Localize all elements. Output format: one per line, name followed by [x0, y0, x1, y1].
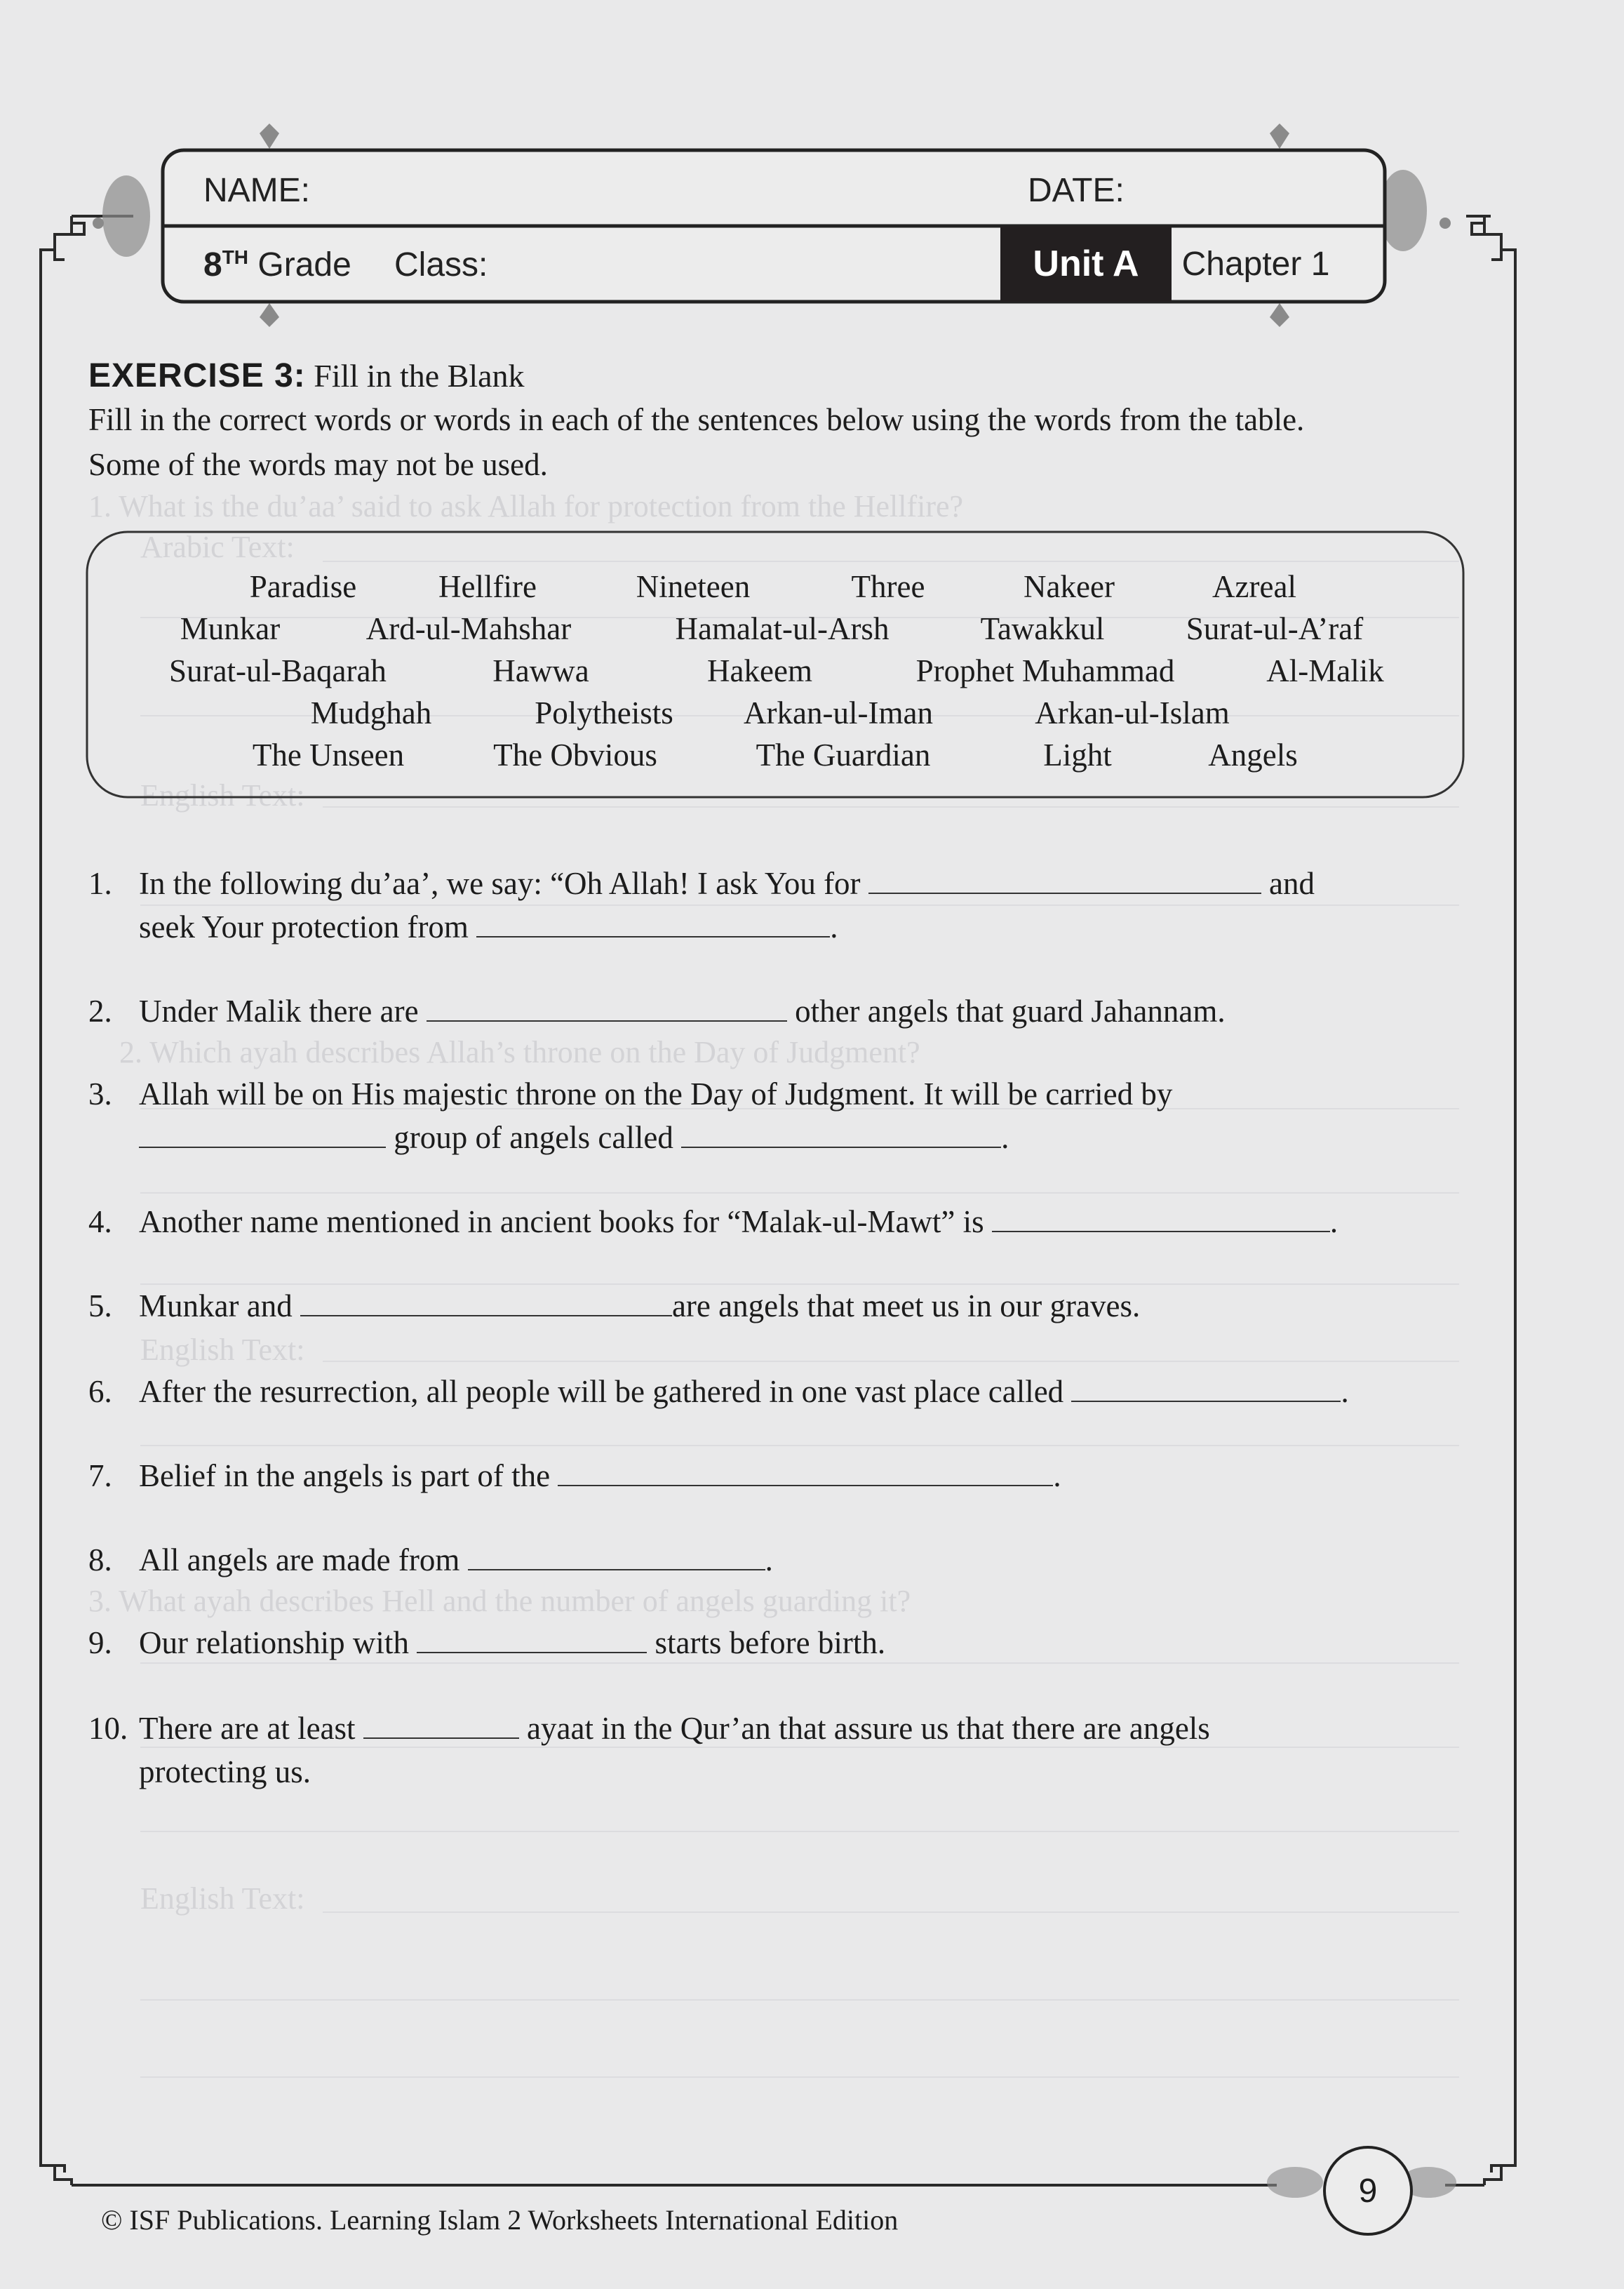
answer-blank[interactable] [363, 1707, 519, 1739]
word-bank-item: Polytheists [535, 695, 673, 730]
exercise-subtitle: Fill in the Blank [314, 358, 525, 394]
name-label: NAME: [203, 172, 311, 209]
answer-blank[interactable] [681, 1116, 1001, 1148]
question-text: ayaat in the Qur’an that assure us that there are angels [527, 1711, 1210, 1746]
question-text: Munkar and [139, 1288, 293, 1323]
grade-suffix: TH [222, 246, 249, 268]
answer-blank[interactable] [427, 989, 787, 1022]
question-9 [88, 1621, 1491, 1664]
word-bank-item: Ard-ul-Mahshar [365, 611, 572, 646]
exercise-heading [88, 356, 525, 395]
question-text: are angels that meet us in our graves. [671, 1288, 1141, 1323]
question-8 [88, 1538, 1491, 1582]
question-number: 3. [88, 1076, 112, 1112]
answer-blank[interactable] [558, 1454, 1053, 1486]
instructions [88, 397, 1491, 487]
show-through-text: English Text: [140, 1881, 305, 1916]
question-text: seek Your protection from [139, 909, 469, 945]
question-text: Our relationship with [139, 1625, 409, 1660]
show-through-text: 2. Which ayah describes Allah’s throne on the Day of Judgment? [119, 1035, 920, 1069]
word-bank-item: Paradise [249, 569, 357, 604]
question-number: 6. [88, 1374, 112, 1409]
question-text: Allah will be on His majestic throne on the Day of Judgment. It will be carried by [139, 1076, 1173, 1112]
question-number: 1. [88, 866, 112, 901]
word-bank-item: Tawakkul [980, 611, 1105, 646]
answer-blank[interactable] [300, 1284, 672, 1316]
grade-label [203, 246, 351, 284]
grade-text: Grade [257, 246, 351, 283]
question-text: . [1341, 1374, 1349, 1409]
question-number: 7. [88, 1458, 112, 1493]
answer-blank[interactable] [468, 1538, 765, 1570]
question-1 [88, 862, 1491, 949]
instructions-line: Some of the words may not be used. [88, 447, 548, 482]
question-text: Another name mentioned in ancient books for “Malak-ul-Mawt” is [139, 1204, 984, 1239]
show-through-text: English Text: [140, 1333, 305, 1367]
word-bank-item: Surat-ul-A’raf [1186, 611, 1364, 646]
word-bank-item: Arkan-ul-Islam [1035, 695, 1230, 730]
question-text: group of angels called [394, 1120, 673, 1155]
question-number: 2. [88, 994, 112, 1029]
unit-badge: Unit A [1000, 226, 1172, 302]
copyright-footer: © ISF Publications. Learning Islam 2 Worksheets International Edition [101, 2204, 899, 2236]
word-bank-item: The Obvious [493, 738, 657, 773]
question-7 [88, 1454, 1491, 1497]
word-bank-item: Munkar [180, 611, 281, 646]
answer-blank[interactable] [417, 1621, 647, 1653]
date-label: DATE: [1028, 172, 1125, 209]
show-through-text: English Text: [140, 778, 305, 813]
word-bank-item: Nakeer [1024, 569, 1115, 604]
question-6 [88, 1370, 1491, 1413]
word-bank-item: Arkan-ul-Iman [744, 695, 933, 730]
answer-blank[interactable] [992, 1200, 1330, 1232]
word-bank-item: Hawwa [492, 653, 589, 688]
question-10 [88, 1707, 1491, 1794]
word-bank-item: Light [1043, 738, 1112, 773]
show-through-text: Arabic Text: [140, 530, 295, 564]
show-through-text: 3. What ayah describes Hell and the number of angels guarding it? [88, 1584, 911, 1618]
question-text: All angels are made from [139, 1542, 460, 1577]
word-bank-item: Nineteen [636, 569, 751, 604]
question-text: Belief in the angels is part of the [139, 1458, 551, 1493]
page-number: 9 [1323, 2146, 1413, 2236]
chapter-label: Chapter 1 [1181, 245, 1330, 283]
word-bank-item: Hamalat-ul-Arsh [675, 611, 890, 646]
exercise-title: EXERCISE 3: [88, 357, 306, 394]
answer-blank[interactable] [1071, 1370, 1341, 1402]
answer-blank[interactable] [139, 1116, 386, 1148]
question-text: . [1001, 1120, 1009, 1155]
word-bank-item: The Guardian [756, 738, 931, 773]
answer-blank[interactable] [868, 862, 1261, 894]
question-text: . [1329, 1204, 1338, 1239]
question-number: 5. [88, 1288, 112, 1323]
answer-blank[interactable] [476, 905, 830, 937]
question-5 [88, 1284, 1491, 1328]
question-4 [88, 1200, 1491, 1243]
instructions-line: Fill in the correct words or words in each of the sentences below using the words from the table. [88, 402, 1305, 437]
question-text: and [1269, 866, 1315, 901]
word-bank-item: Three [851, 569, 925, 604]
grade-number: 8 [203, 246, 222, 283]
question-3 [88, 1072, 1491, 1159]
word-bank-item: Al-Malik [1266, 653, 1384, 688]
question-text: protecting us. [139, 1754, 311, 1789]
word-bank-item: The Unseen [252, 738, 405, 773]
word-bank-item: Angels [1208, 738, 1298, 773]
word-bank-item: Azreal [1212, 569, 1296, 604]
question-text: . [765, 1542, 773, 1577]
question-text: . [1053, 1458, 1061, 1493]
question-text: starts before birth. [655, 1625, 886, 1660]
word-bank-item: Mudghah [310, 695, 432, 730]
question-text: In the following du’aa’, we say: “Oh Allah! I ask You for [139, 866, 861, 901]
question-number: 4. [88, 1204, 112, 1239]
word-bank-item: Surat-ul-Baqarah [169, 653, 387, 688]
word-bank-item: Hellfire [438, 569, 537, 604]
question-text: There are at least [139, 1711, 356, 1746]
question-text: other angels that guard Jahannam. [795, 994, 1226, 1029]
question-text: . [830, 909, 838, 945]
word-bank-item: Hakeem [707, 653, 812, 688]
show-through-text: 1. What is the du’aa’ said to ask Allah for protection from the Hellfire? [88, 489, 964, 523]
question-2 [88, 989, 1491, 1033]
word-bank-item: Prophet Muhammad [915, 653, 1175, 688]
class-label: Class: [394, 246, 488, 283]
question-number: 8. [88, 1542, 112, 1577]
question-number: 10. [88, 1711, 128, 1746]
question-text: After the resurrection, all people will be gathered in one vast place called [139, 1374, 1064, 1409]
question-number: 9. [88, 1625, 112, 1660]
question-text: Under Malik there are [139, 994, 419, 1029]
